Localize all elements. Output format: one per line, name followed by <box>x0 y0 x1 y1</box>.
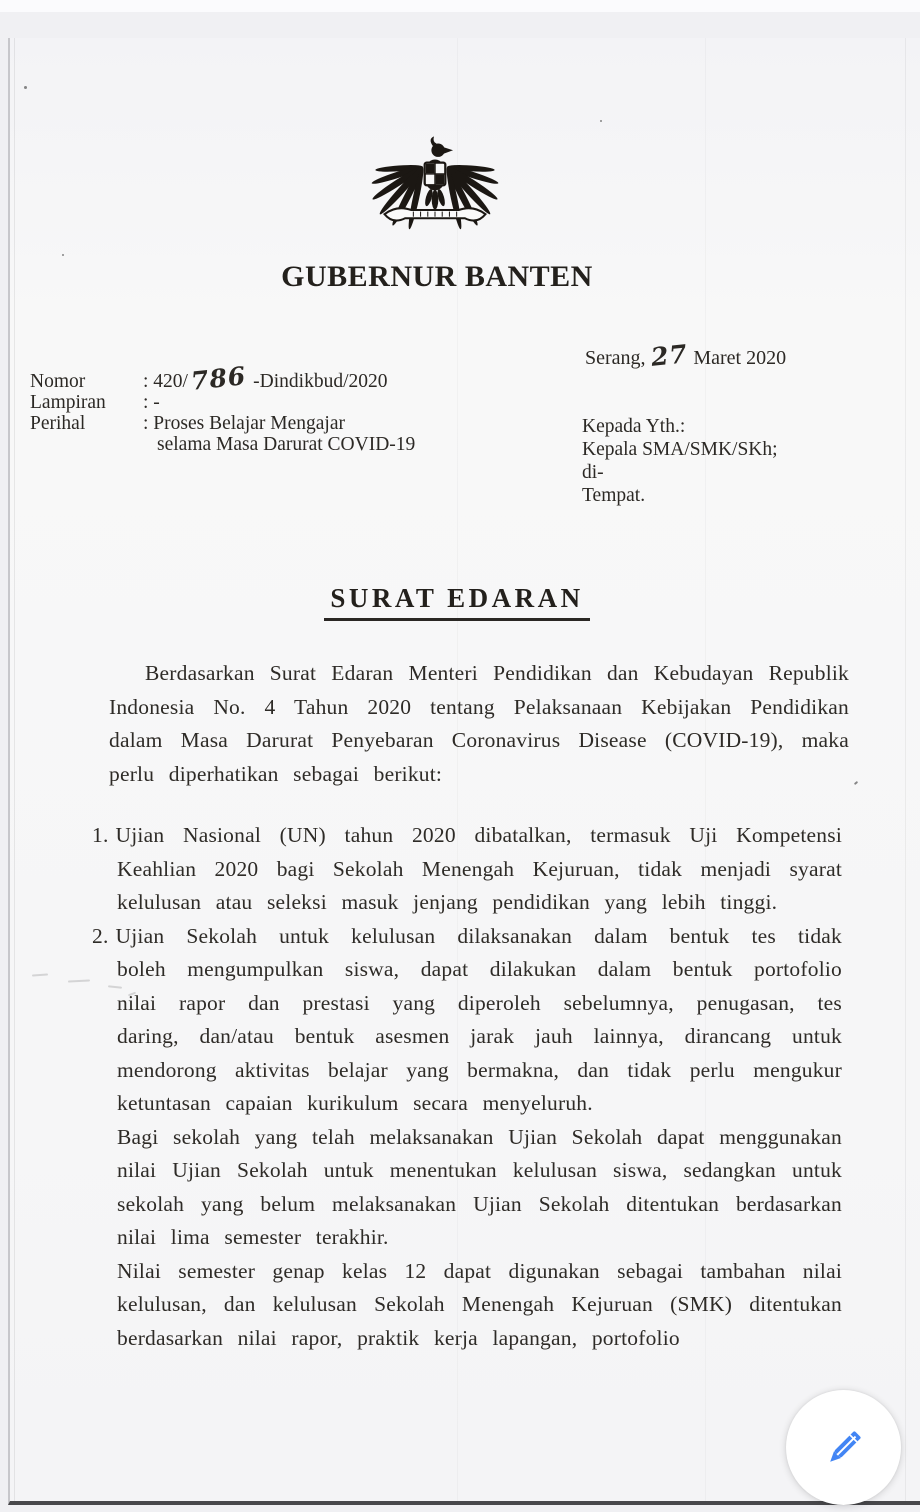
list-item-text: Ujian Sekolah untuk kelulusan dilaksanakan dalam bentuk tes tidak boleh mengumpulkan siswa, dapat dilakukan dalam bentuk portofolio nilai rapor dan prestasi yang diperoleh sebelumnya, penugasan, tes daring, dan/atau bentuk asesmen jarak jauh lainnya, dirancang untuk mendorong aktivitas belajar yang bermakna, dan tidak perlu mengukur ketuntasan capaian kurikulum secara menyeluruh. <box>115 923 842 1115</box>
opening-paragraph: Berdasarkan Surat Edaran Menteri Pendidikan dan Kebudayan Republik Indonesia No. 4 Tahun 2020 tentang Pelaksanaan Kebijakan Pendidikan dalam Masa Darurat Penyebaran Coronavirus Disease (COVID-19), maka perlu diperhatikan sebagai berikut: <box>109 661 849 786</box>
recipient-line: Kepada Yth.: <box>582 416 686 437</box>
perihal-value-line2: selama Masa Darurat COVID-19 <box>157 434 416 455</box>
recipient-block <box>582 415 778 507</box>
meta-row-perihal-cont <box>30 434 415 455</box>
scan-speck <box>24 86 27 89</box>
scan-speck <box>600 120 602 122</box>
recipient-line: Tempat. <box>582 485 646 506</box>
pencil-icon <box>818 1422 870 1474</box>
lampiran-value: : - <box>143 392 160 413</box>
list-item-number: 2. <box>92 923 109 948</box>
date-rest: Maret 2020 <box>693 347 787 369</box>
perihal-value-line1: : Proses Belajar Mengajar <box>143 413 345 434</box>
letter-meta-block <box>30 361 416 455</box>
edit-fab-button[interactable] <box>786 1390 901 1505</box>
recipient-line: Kepala SMA/SMK/SKh; <box>582 439 778 460</box>
scanned-letter-page[interactable] <box>8 38 920 1505</box>
list-item-2 <box>92 920 842 1121</box>
handwritten-day: 27 <box>649 339 689 372</box>
date-place: Serang, <box>585 347 646 369</box>
garuda-pancasila-emblem <box>368 112 502 240</box>
viewer-top-margin <box>0 0 920 12</box>
lampiran-label: Lampiran <box>30 392 106 413</box>
letterhead-title: GUBERNUR BANTEN <box>281 260 593 293</box>
meta-row-perihal <box>30 413 415 434</box>
letter-heading-text: SURAT EDARAN <box>324 583 589 621</box>
nomor-value: : 420/786 -Dindikbud/2020 <box>143 361 388 396</box>
letter-date <box>585 341 786 370</box>
scan-artifact <box>68 979 90 982</box>
scan-speck <box>62 254 64 256</box>
list-item-2-paragraph-3: Nilai semester genap kelas 12 dapat digunakan sebagai tambahan nilai kelulusan, dan kelulusan Sekolah Menengah Kejuruan (SMK) ditentukan berdasarkan nilai rapor, praktik kerja lapangan, portofolio <box>117 1258 842 1350</box>
nomor-label: Nomor <box>30 371 86 392</box>
recipient-line: di- <box>582 462 604 483</box>
list-item-2-paragraph-2: Bagi sekolah yang telah melaksanakan Ujian Sekolah dapat menggunakan nilai Ujian Sekolah untuk menentukan kelulusan siswa, sedangkan untuk sekolah yang belum melaksanakan Ujian Sekolah ditentukan berdasarkan nilai lima semester terakhir. <box>117 1124 842 1249</box>
numbered-list <box>92 819 842 1355</box>
meta-row-nomor <box>30 361 415 396</box>
meta-row-lampiran <box>30 392 415 413</box>
scan-artifact <box>32 973 48 976</box>
scan-speck <box>854 781 858 785</box>
list-item-text: Ujian Nasional (UN) tahun 2020 dibatalkan, termasuk Uji Kompetensi Keahlian 2020 bagi Sekolah Menengah Kejuruan, tidak menjadi syarat kelulusan atau seleksi masuk jenjang pendidikan yang lebih tinggi. <box>115 823 842 914</box>
list-item-1 <box>92 819 842 920</box>
handwritten-letter-number: 786 <box>189 361 248 396</box>
perihal-label: Perihal <box>30 413 86 434</box>
list-item-number: 1. <box>92 823 109 847</box>
letter-heading <box>10 583 904 621</box>
